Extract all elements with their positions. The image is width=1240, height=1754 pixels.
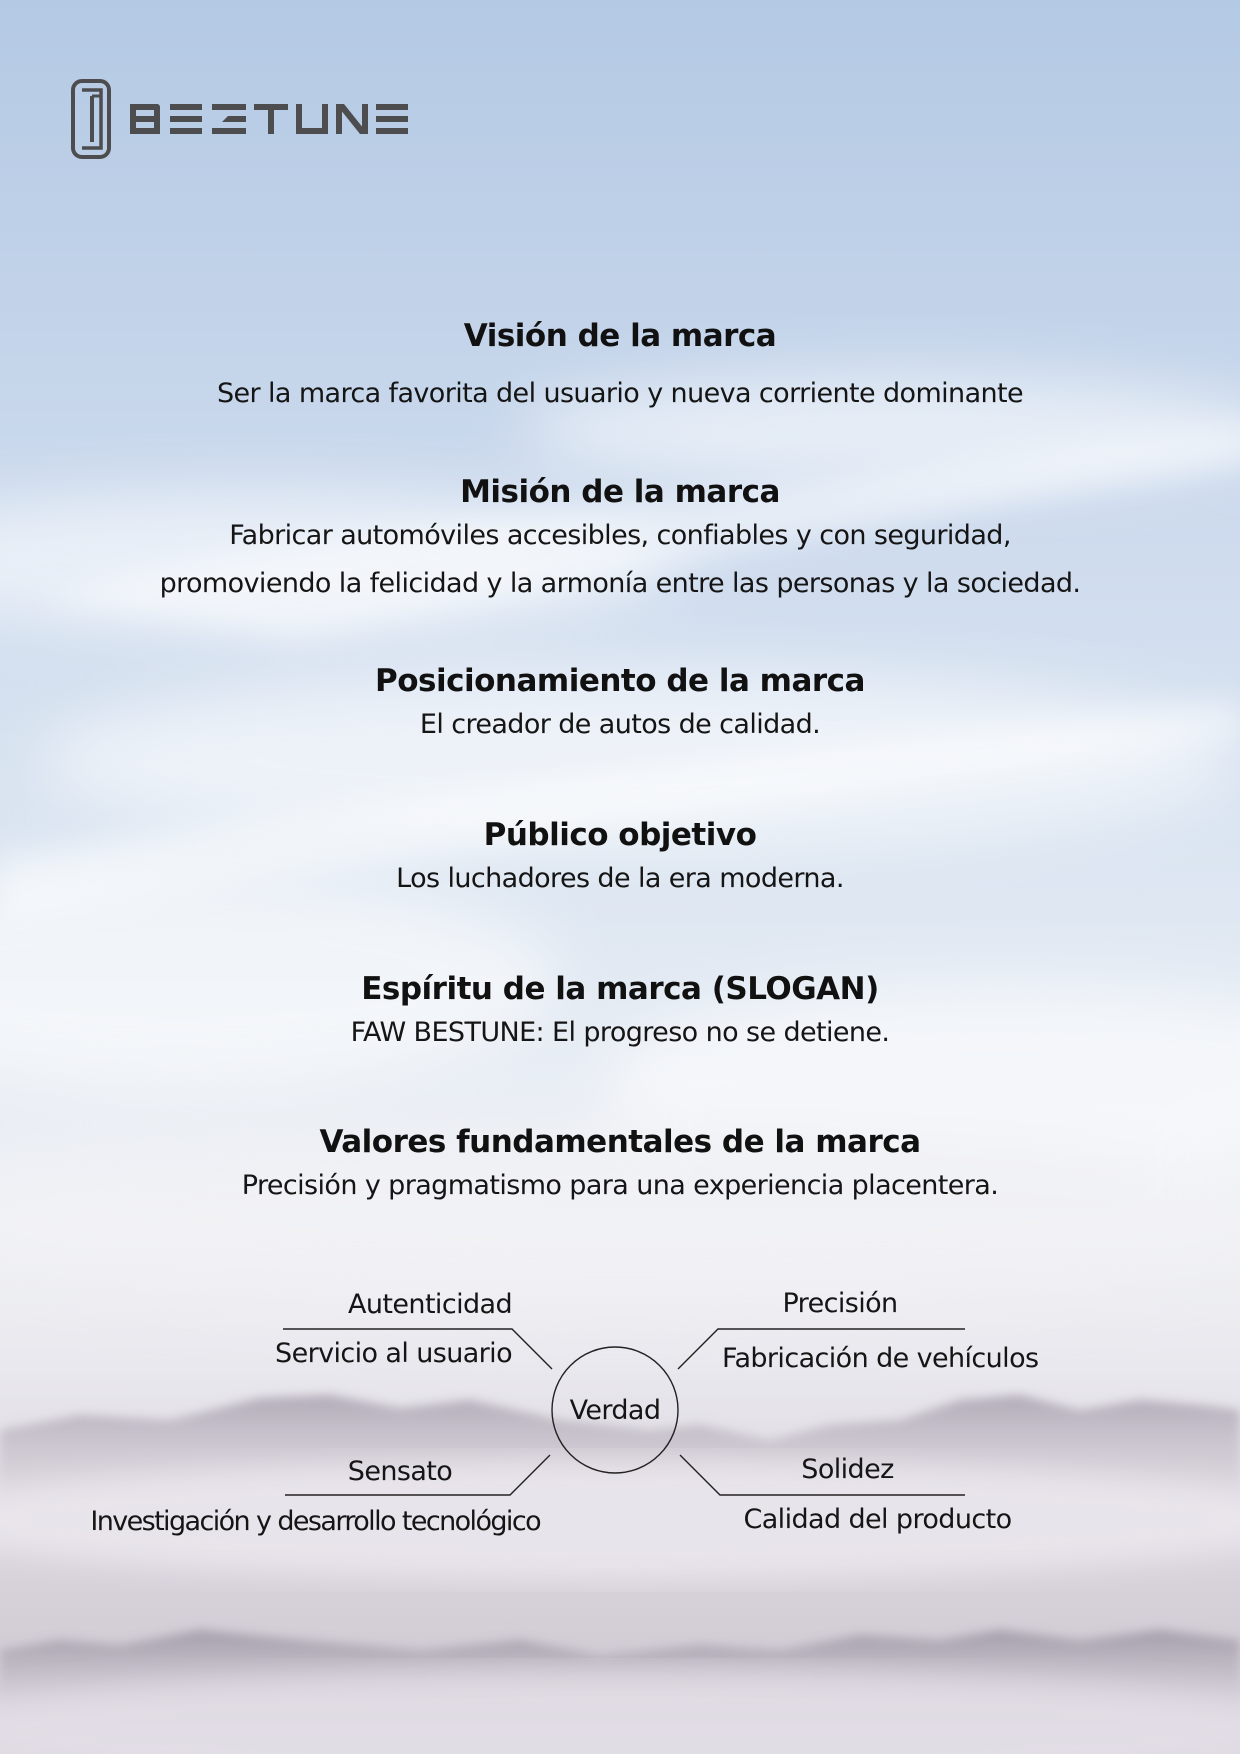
diagram-area-top-right: Fabricación de vehículos <box>722 1343 1039 1374</box>
diagram-center-label: Verdad <box>569 1395 661 1426</box>
diagram-value-bottom-right: Solidez <box>801 1454 894 1485</box>
section-heading: Posicionamiento de la marca <box>375 663 865 699</box>
section-heading: Visión de la marca <box>463 318 777 354</box>
section-text: promoviendo la felicidad y la armonía entre las personas y la sociedad. <box>159 568 1081 599</box>
diagram-area-top-left: Servicio al usuario <box>275 1338 512 1369</box>
diagram-value-bottom-left: Sensato <box>347 1456 453 1487</box>
section-text: Fabricar automóviles accesibles, confiables y con seguridad, <box>229 520 1011 551</box>
diagram-value-top-left: Autenticidad <box>348 1289 512 1320</box>
diagram-area-bottom-left: Investigación y desarrollo tecnológico <box>90 1506 540 1537</box>
section-heading: Espíritu de la marca (SLOGAN) <box>361 971 879 1007</box>
diagram-area-bottom-right: Calidad del producto <box>743 1504 1012 1535</box>
section-heading: Valores fundamentales de la marca <box>319 1124 921 1160</box>
diagram-value-top-right: Precisión <box>782 1288 898 1319</box>
section-text: El creador de autos de calidad. <box>419 709 821 740</box>
section-text: Ser la marca favorita del usuario y nueva corriente dominante <box>216 378 1024 409</box>
section-text: Precisión y pragmatismo para una experiencia placentera. <box>241 1170 999 1201</box>
section-heading: Misión de la marca <box>460 474 780 510</box>
section-heading: Público objetivo <box>483 817 757 853</box>
section-text: Los luchadores de la era moderna. <box>396 863 844 894</box>
section-text: FAW BESTUNE: El progreso no se detiene. <box>350 1017 890 1048</box>
